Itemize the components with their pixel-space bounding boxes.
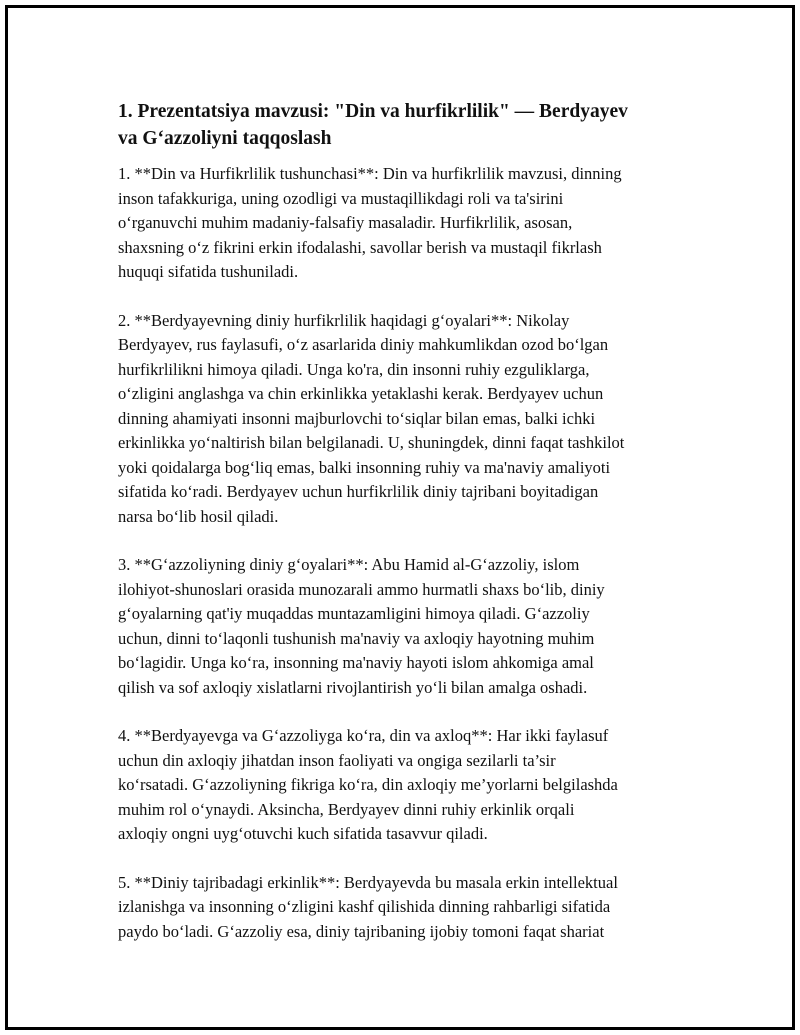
paragraph-line: 5. **Diniy tajribadagi erkinlik**: Berdyayevda bu masala erkin intellektual [118, 872, 618, 892]
paragraph-line: izlanishga va insonning o‘zligini kashf qilishida dinning rahbarligi sifatida [118, 897, 611, 916]
paragraph-line: huquqi sifatida tushuniladi. [118, 262, 299, 281]
paragraph-3 [118, 553, 708, 700]
paragraph-line: ko‘rsatadi. G‘azzoliyning fikriga ko‘ra, din axloqiy me’yorlarni belgilashda [118, 775, 618, 794]
paragraph-list [118, 162, 708, 944]
paragraph-line: inson tafakkuriga, uning ozodligi va mustaqillikdagi roli va ta'sirini [118, 188, 564, 208]
document-body [118, 98, 708, 968]
paragraph-line: o‘rganuvchi muhim madaniy-falsafiy masaladir. Hurfikrlilik, asosan, [118, 213, 573, 232]
paragraph-line: dinning ahamiyati insonni majburlovchi to‘siqlar bilan emas, balki ichki [118, 408, 596, 428]
title-line: va G‘azzoliyni taqqoslash [118, 128, 332, 149]
paragraph-line: ilohiyot-shunoslari orasida munozarali ammo hurmatli shaxs bo‘lib, diniy [118, 579, 605, 599]
paragraph-4 [118, 724, 708, 847]
paragraph-line: g‘oyalarning qat'iy muqaddas muntazamligini himoya qiladi. G‘azzoliy [118, 604, 590, 623]
paragraph-line: muhim rol o‘ynaydi. Aksincha, Berdyayev dinni ruhiy erkinlik orqali [118, 799, 575, 819]
paragraph-line: paydo bo‘ladi. G‘azzoliy esa, diniy tajribaning ijobiy tomoni faqat shariat [118, 921, 605, 941]
paragraph-line: uchun, dinni to‘laqonli tushunish ma'naviy va axloqiy hayotning muhim [118, 628, 595, 648]
paragraph-line: yoki qoidalarga bog‘liq emas, balki insonning ruhiy va ma'naviy amaliyoti [118, 457, 611, 477]
paragraph-line: hurfikrlilikni himoya qiladi. Unga ko'ra, din insonni ruhiy ezguliklarga, [118, 359, 590, 379]
paragraph-line: 3. **G‘azzoliyning diniy g‘oyalari**: Abu Hamid al-G‘azzoliy, islom [118, 555, 580, 574]
page-frame [5, 5, 795, 1030]
paragraph-line: o‘zligini anglashga va chin erkinlikka yetaklashi kerak. Berdyayev uchun [118, 384, 604, 403]
paragraph-2 [118, 309, 708, 530]
document-title [118, 98, 708, 152]
paragraph-line: qilish va sof axloqiy xislatlarni rivojlantirish yo‘li bilan amalga oshadi. [118, 677, 588, 697]
paragraph-line: sifatida ko‘radi. Berdyayev uchun hurfikrlilik diniy tajribani boyitadigan [118, 482, 599, 501]
paragraph-line: uchun din axloqiy jihatdan inson faoliyati va ongiga sezilarli ta’sir [118, 750, 556, 770]
paragraph-1 [118, 162, 708, 285]
paragraph-line: erkinlikka yo‘naltirish bilan belgilanadi. U, shuningdek, dinni faqat tashkilot [118, 433, 625, 452]
paragraph-line: shaxsning o‘z fikrini erkin ifodalashi, savollar berish va mustaqil fikrlash [118, 237, 602, 257]
paragraph-5 [118, 871, 708, 945]
paragraph-line: 4. **Berdyayevga va G‘azzoliyga ko‘ra, din va axloq**: Har ikki faylasuf [118, 726, 609, 745]
paragraph-line: narsa bo‘lib hosil qiladi. [118, 506, 279, 526]
title-line: 1. Prezentatsiya mavzusi: "Din va hurfikrlilik" — Berdyayev [118, 101, 628, 122]
paragraph-line: 1. **Din va Hurfikrlilik tushunchasi**: Din va hurfikrlilik mavzusi, dinning [118, 164, 622, 183]
paragraph-line: 2. **Berdyayevning diniy hurfikrlilik haqidagi g‘oyalari**: Nikolay [118, 310, 570, 330]
paragraph-line: Berdyayev, rus faylasufi, o‘z asarlarida diniy mahkumlikdan ozod bo‘lgan [118, 335, 609, 354]
paragraph-line: axloqiy ongni uyg‘otuvchi kuch sifatida tasavvur qiladi. [118, 824, 488, 843]
paragraph-line: bo‘lagidir. Unga ko‘ra, insonning ma'naviy hayoti islom ahkomiga amal [118, 653, 594, 672]
